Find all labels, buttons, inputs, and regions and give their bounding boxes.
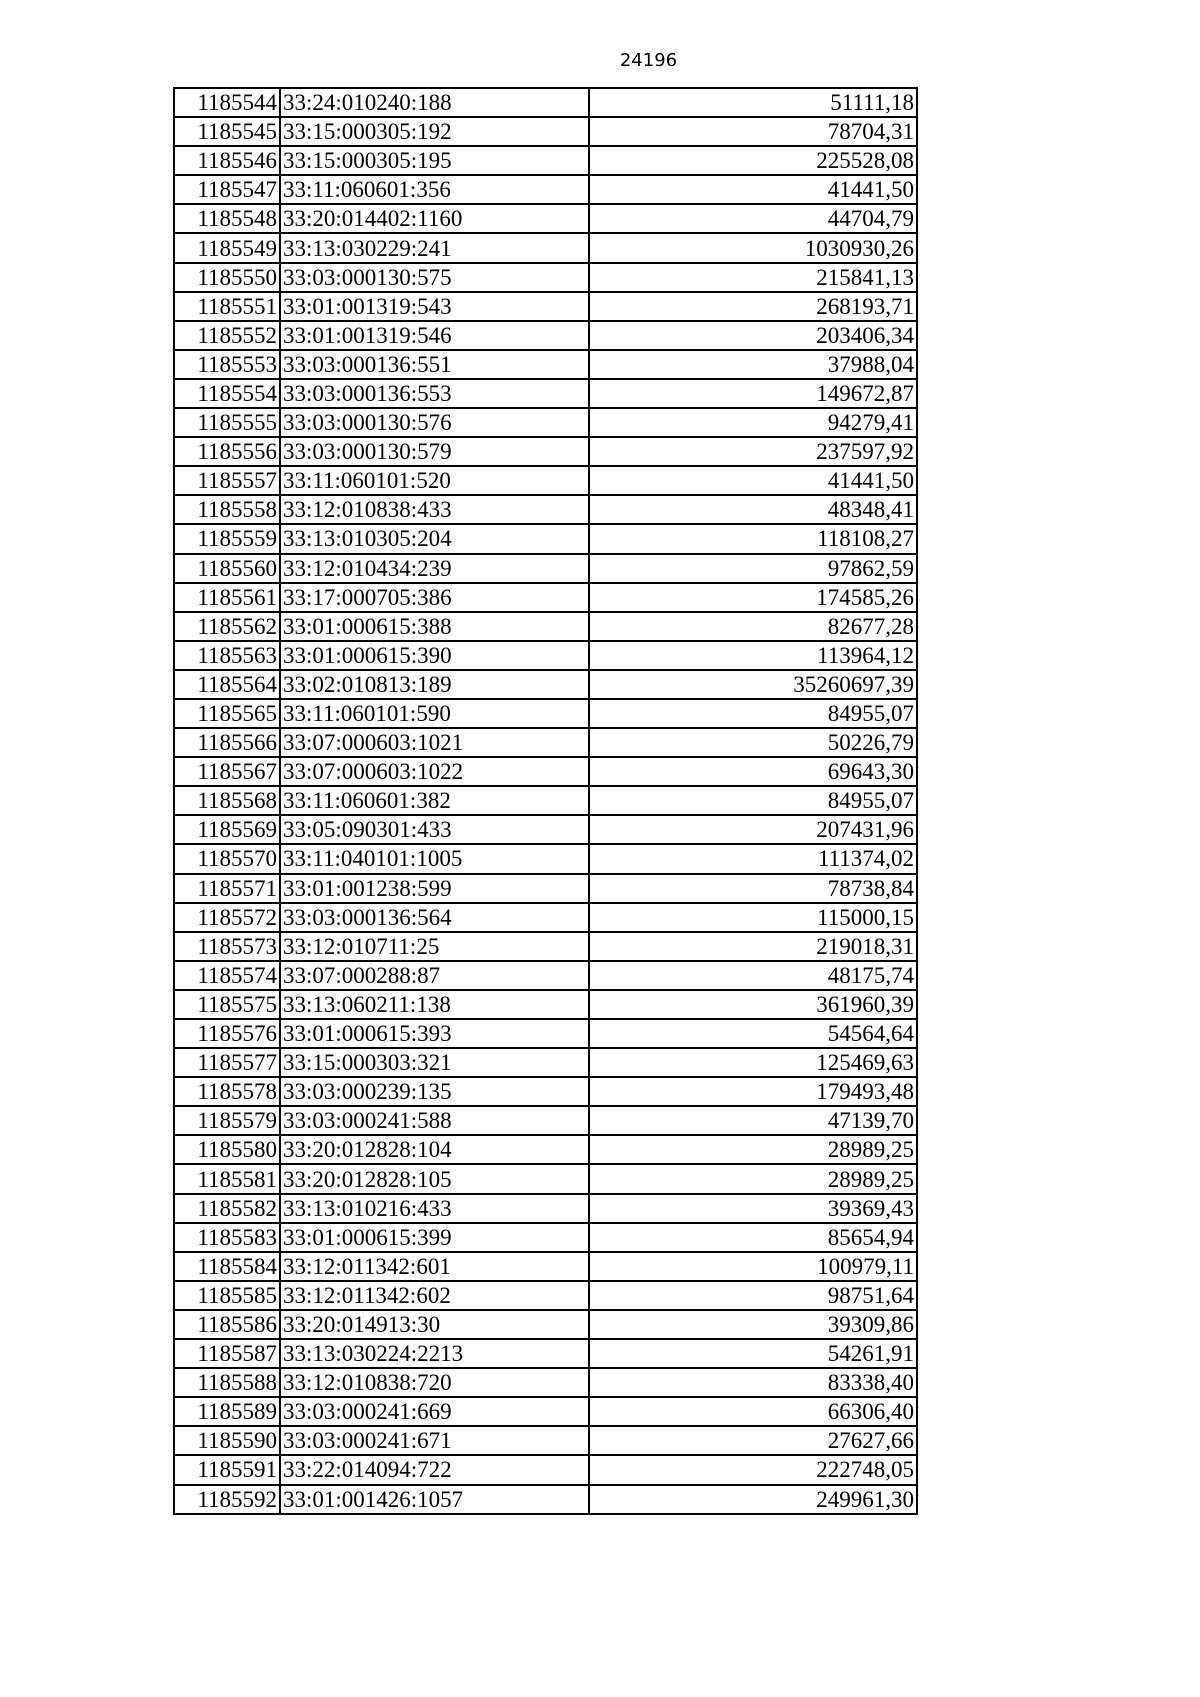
- table-row: [174, 117, 917, 146]
- cadastral-number-cell: 33:11:060101:520: [280, 466, 589, 495]
- value-cell: 215841,13: [589, 263, 917, 292]
- table-row: [174, 728, 917, 757]
- row-id-cell: 1185564: [174, 670, 280, 699]
- table-row: [174, 990, 917, 1019]
- table-row: [174, 350, 917, 379]
- value-cell: 149672,87: [589, 379, 917, 408]
- row-id-cell: 1185559: [174, 524, 280, 553]
- row-id-cell: 1185588: [174, 1368, 280, 1397]
- row-id-cell: 1185583: [174, 1223, 280, 1252]
- value-cell: 84955,07: [589, 786, 917, 815]
- value-cell: 44704,79: [589, 204, 917, 233]
- table-row: [174, 699, 917, 728]
- row-id-cell: 1185580: [174, 1135, 280, 1164]
- row-id-cell: 1185551: [174, 292, 280, 321]
- value-cell: 84955,07: [589, 699, 917, 728]
- row-id-cell: 1185560: [174, 554, 280, 583]
- row-id-cell: 1185581: [174, 1164, 280, 1193]
- value-cell: 28989,25: [589, 1164, 917, 1193]
- value-cell: 222748,05: [589, 1455, 917, 1484]
- cadastral-number-cell: 33:13:030224:2213: [280, 1339, 589, 1368]
- row-id-cell: 1185555: [174, 408, 280, 437]
- table-row: [174, 1281, 917, 1310]
- value-cell: 100979,11: [589, 1252, 917, 1281]
- row-id-cell: 1185582: [174, 1194, 280, 1223]
- table-row: [174, 1048, 917, 1077]
- value-cell: 268193,71: [589, 292, 917, 321]
- cadastral-number-cell: 33:15:000305:192: [280, 117, 589, 146]
- value-cell: 37988,04: [589, 350, 917, 379]
- value-cell: 69643,30: [589, 757, 917, 786]
- value-cell: 39309,86: [589, 1310, 917, 1339]
- row-id-cell: 1185561: [174, 583, 280, 612]
- row-id-cell: 1185568: [174, 786, 280, 815]
- value-cell: 48348,41: [589, 495, 917, 524]
- table-row: [174, 1252, 917, 1281]
- row-id-cell: 1185563: [174, 641, 280, 670]
- row-id-cell: 1185552: [174, 321, 280, 350]
- value-cell: 94279,41: [589, 408, 917, 437]
- cadastral-number-cell: 33:03:000241:671: [280, 1426, 589, 1455]
- value-cell: 179493,48: [589, 1077, 917, 1106]
- cadastral-number-cell: 33:03:000130:576: [280, 408, 589, 437]
- table-row: [174, 175, 917, 204]
- value-cell: 66306,40: [589, 1397, 917, 1426]
- row-id-cell: 1185587: [174, 1339, 280, 1368]
- row-id-cell: 1185590: [174, 1426, 280, 1455]
- value-cell: 225528,08: [589, 146, 917, 175]
- table-row: [174, 1426, 917, 1455]
- cadastral-number-cell: 33:07:000603:1021: [280, 728, 589, 757]
- row-id-cell: 1185576: [174, 1019, 280, 1048]
- table-row: [174, 88, 917, 117]
- value-cell: 50226,79: [589, 728, 917, 757]
- table-row: [174, 1310, 917, 1339]
- cadastral-number-cell: 33:13:010305:204: [280, 524, 589, 553]
- row-id-cell: 1185570: [174, 844, 280, 873]
- row-id-cell: 1185586: [174, 1310, 280, 1339]
- cadastral-number-cell: 33:20:014913:30: [280, 1310, 589, 1339]
- table-row: [174, 1455, 917, 1484]
- cadastral-number-cell: 33:03:000130:579: [280, 437, 589, 466]
- cadastral-number-cell: 33:03:000239:135: [280, 1077, 589, 1106]
- cadastral-number-cell: 33:12:010838:720: [280, 1368, 589, 1397]
- cadastral-number-cell: 33:03:000241:669: [280, 1397, 589, 1426]
- value-cell: 118108,27: [589, 524, 917, 553]
- cadastral-number-cell: 33:01:000615:399: [280, 1223, 589, 1252]
- table-row: [174, 1223, 917, 1252]
- table-row: [174, 1368, 917, 1397]
- row-id-cell: 1185567: [174, 757, 280, 786]
- table-row: [174, 641, 917, 670]
- cadastral-number-cell: 33:11:060601:356: [280, 175, 589, 204]
- table-row: [174, 1485, 917, 1514]
- table-row: [174, 437, 917, 466]
- value-cell: 174585,26: [589, 583, 917, 612]
- row-id-cell: 1185557: [174, 466, 280, 495]
- row-id-cell: 1185549: [174, 233, 280, 262]
- value-cell: 48175,74: [589, 961, 917, 990]
- table-row: [174, 1106, 917, 1135]
- cadastral-number-cell: 33:15:000303:321: [280, 1048, 589, 1077]
- row-id-cell: 1185544: [174, 88, 280, 117]
- cadastral-number-cell: 33:12:010711:25: [280, 932, 589, 961]
- cadastral-number-cell: 33:11:060601:382: [280, 786, 589, 815]
- table-row: [174, 1397, 917, 1426]
- value-cell: 361960,39: [589, 990, 917, 1019]
- value-cell: 1030930,26: [589, 233, 917, 262]
- value-cell: 28989,25: [589, 1135, 917, 1164]
- row-id-cell: 1185562: [174, 612, 280, 641]
- row-id-cell: 1185577: [174, 1048, 280, 1077]
- page-number: 24196: [619, 50, 678, 71]
- row-id-cell: 1185554: [174, 379, 280, 408]
- table-row: [174, 903, 917, 932]
- table-row: [174, 932, 917, 961]
- cadastral-number-cell: 33:20:014402:1160: [280, 204, 589, 233]
- row-id-cell: 1185569: [174, 815, 280, 844]
- row-id-cell: 1185548: [174, 204, 280, 233]
- table-row: [174, 583, 917, 612]
- cadastral-number-cell: 33:11:060101:590: [280, 699, 589, 728]
- row-id-cell: 1185558: [174, 495, 280, 524]
- row-id-cell: 1185572: [174, 903, 280, 932]
- cadastral-number-cell: 33:15:000305:195: [280, 146, 589, 175]
- table-row: [174, 263, 917, 292]
- row-id-cell: 1185579: [174, 1106, 280, 1135]
- row-id-cell: 1185550: [174, 263, 280, 292]
- value-cell: 54564,64: [589, 1019, 917, 1048]
- table-row: [174, 321, 917, 350]
- cadastral-number-cell: 33:01:000615:388: [280, 612, 589, 641]
- value-cell: 125469,63: [589, 1048, 917, 1077]
- value-cell: 85654,94: [589, 1223, 917, 1252]
- cadastral-number-cell: 33:20:012828:105: [280, 1164, 589, 1193]
- table-body: [174, 88, 917, 1514]
- value-cell: 35260697,39: [589, 670, 917, 699]
- cadastral-number-cell: 33:01:001238:599: [280, 874, 589, 903]
- value-cell: 98751,64: [589, 1281, 917, 1310]
- cadastral-number-cell: 33:01:001319:543: [280, 292, 589, 321]
- cadastral-number-cell: 33:13:030229:241: [280, 233, 589, 262]
- value-cell: 83338,40: [589, 1368, 917, 1397]
- row-id-cell: 1185584: [174, 1252, 280, 1281]
- table-row: [174, 146, 917, 175]
- value-cell: 113964,12: [589, 641, 917, 670]
- table-row: [174, 1019, 917, 1048]
- table-row: [174, 844, 917, 873]
- cadastral-number-cell: 33:05:090301:433: [280, 815, 589, 844]
- cadastral-number-cell: 33:22:014094:722: [280, 1455, 589, 1484]
- row-id-cell: 1185553: [174, 350, 280, 379]
- value-cell: 41441,50: [589, 466, 917, 495]
- value-cell: 111374,02: [589, 844, 917, 873]
- cadastral-value-table: [173, 87, 918, 1515]
- row-id-cell: 1185578: [174, 1077, 280, 1106]
- cadastral-number-cell: 33:12:010434:239: [280, 554, 589, 583]
- cadastral-number-cell: 33:02:010813:189: [280, 670, 589, 699]
- row-id-cell: 1185574: [174, 961, 280, 990]
- table-row: [174, 204, 917, 233]
- cadastral-number-cell: 33:03:000130:575: [280, 263, 589, 292]
- cadastral-number-cell: 33:03:000136:553: [280, 379, 589, 408]
- row-id-cell: 1185547: [174, 175, 280, 204]
- cadastral-number-cell: 33:11:040101:1005: [280, 844, 589, 873]
- cadastral-number-cell: 33:20:012828:104: [280, 1135, 589, 1164]
- row-id-cell: 1185556: [174, 437, 280, 466]
- cadastral-number-cell: 33:03:000136:551: [280, 350, 589, 379]
- table-row: [174, 466, 917, 495]
- table-row: [174, 292, 917, 321]
- cadastral-number-cell: 33:13:060211:138: [280, 990, 589, 1019]
- table-row: [174, 1164, 917, 1193]
- table-row: [174, 874, 917, 903]
- cadastral-number-cell: 33:13:010216:433: [280, 1194, 589, 1223]
- table-row: [174, 524, 917, 553]
- cadastral-number-cell: 33:01:000615:390: [280, 641, 589, 670]
- value-cell: 249961,30: [589, 1485, 917, 1514]
- row-id-cell: 1185571: [174, 874, 280, 903]
- value-cell: 115000,15: [589, 903, 917, 932]
- value-cell: 82677,28: [589, 612, 917, 641]
- cadastral-number-cell: 33:12:011342:602: [280, 1281, 589, 1310]
- cadastral-number-cell: 33:12:010838:433: [280, 495, 589, 524]
- row-id-cell: 1185566: [174, 728, 280, 757]
- table-row: [174, 961, 917, 990]
- table-row: [174, 495, 917, 524]
- table-row: [174, 786, 917, 815]
- cadastral-number-cell: 33:17:000705:386: [280, 583, 589, 612]
- table-row: [174, 757, 917, 786]
- table-row: [174, 1077, 917, 1106]
- cadastral-number-cell: 33:01:000615:393: [280, 1019, 589, 1048]
- cadastral-number-cell: 33:01:001319:546: [280, 321, 589, 350]
- cadastral-number-cell: 33:01:001426:1057: [280, 1485, 589, 1514]
- table-row: [174, 612, 917, 641]
- value-cell: 27627,66: [589, 1426, 917, 1455]
- table-row: [174, 670, 917, 699]
- table-row: [174, 379, 917, 408]
- table-row: [174, 1194, 917, 1223]
- value-cell: 51111,18: [589, 88, 917, 117]
- value-cell: 78738,84: [589, 874, 917, 903]
- row-id-cell: 1185546: [174, 146, 280, 175]
- value-cell: 203406,34: [589, 321, 917, 350]
- value-cell: 78704,31: [589, 117, 917, 146]
- table-row: [174, 554, 917, 583]
- cadastral-number-cell: 33:07:000603:1022: [280, 757, 589, 786]
- value-cell: 47139,70: [589, 1106, 917, 1135]
- value-cell: 219018,31: [589, 932, 917, 961]
- cadastral-number-cell: 33:07:000288:87: [280, 961, 589, 990]
- cadastral-number-cell: 33:03:000241:588: [280, 1106, 589, 1135]
- row-id-cell: 1185545: [174, 117, 280, 146]
- table-row: [174, 815, 917, 844]
- value-cell: 54261,91: [589, 1339, 917, 1368]
- table-row: [174, 1135, 917, 1164]
- table-row: [174, 408, 917, 437]
- value-cell: 41441,50: [589, 175, 917, 204]
- table-row: [174, 233, 917, 262]
- row-id-cell: 1185591: [174, 1455, 280, 1484]
- value-cell: 207431,96: [589, 815, 917, 844]
- value-cell: 237597,92: [589, 437, 917, 466]
- table-row: [174, 1339, 917, 1368]
- row-id-cell: 1185573: [174, 932, 280, 961]
- row-id-cell: 1185565: [174, 699, 280, 728]
- row-id-cell: 1185575: [174, 990, 280, 1019]
- cadastral-number-cell: 33:03:000136:564: [280, 903, 589, 932]
- value-cell: 97862,59: [589, 554, 917, 583]
- row-id-cell: 1185585: [174, 1281, 280, 1310]
- row-id-cell: 1185592: [174, 1485, 280, 1514]
- cadastral-number-cell: 33:12:011342:601: [280, 1252, 589, 1281]
- cadastral-number-cell: 33:24:010240:188: [280, 88, 589, 117]
- row-id-cell: 1185589: [174, 1397, 280, 1426]
- value-cell: 39369,43: [589, 1194, 917, 1223]
